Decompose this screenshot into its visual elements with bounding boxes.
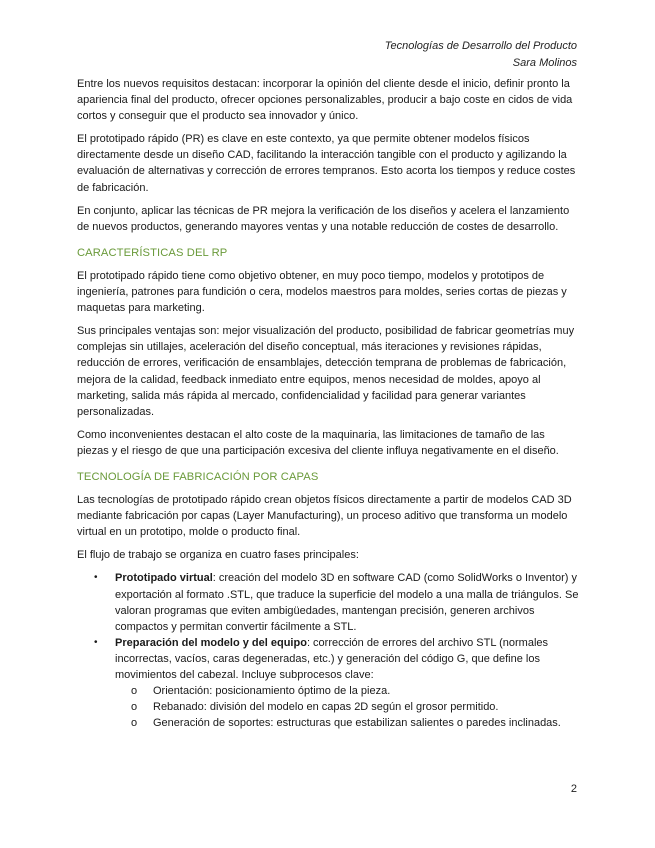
subprocess-list <box>115 683 579 731</box>
subitem-text: Generación de soportes: estructuras que estabilizan salientes o paredes inclinadas. <box>153 717 561 730</box>
subitem-text: Rebanado: división del modelo en capas 2D según el grosor permitido. <box>153 701 499 714</box>
phases-list <box>77 570 579 731</box>
list-item <box>131 715 579 731</box>
bullet-term: Prototipado virtual <box>115 572 213 585</box>
page-header <box>385 38 577 72</box>
section2-paragraph-2: El flujo de trabajo se organiza en cuatro fases principales: <box>77 549 359 562</box>
header-author: Sara Molinos <box>512 57 577 69</box>
circle-bullet-icon: o <box>131 701 138 714</box>
page-number: 2 <box>570 783 577 795</box>
bullet-icon: • <box>94 572 98 584</box>
bullet-text: : corrección de errores del archivo STL (normales incorrectas, vacíos, caras degeneradas, etc.) y generación del código G, que define los movimientos del cabezal. Incluye subprocesos clave: <box>115 636 549 681</box>
list-item <box>131 699 579 715</box>
circle-bullet-icon: o <box>131 717 138 730</box>
header-title: Tecnologías de Desarrollo del Producto <box>384 40 577 52</box>
section-heading-fabricacion: TECNOLOGÍA DE FABRICACIÓN POR CAPAS <box>77 470 319 483</box>
list-item <box>94 570 579 634</box>
list-item <box>94 635 579 732</box>
section1-paragraph-2: Sus principales ventajas son: mejor visualización del producto, posibilidad de fabricar geometrías muy complejas sin utillajes, aceleración del diseño conceptual, más iteraciones y revisiones rápidas, reducción de errores, verificación de ensamblajes, detección temprana de problemas de fabricación, mejora de la calidad, feedback inmediato entre equipos, menos necesidad de moldes, apoyo al marketing, salida más rápida al mercado, confidencialidad y facilidad para generar variantes personalizadas. <box>77 325 575 418</box>
document-body <box>77 76 579 731</box>
bullet-text: : creación del modelo 3D en software CAD (como SolidWorks o Inventor) y exportación al formato .STL, que traduce la superficie del modelo a una malla de triángulos. Se valoran programas que eviten ambigüedades, mantengan precisión, generen archivos compactos y permitan convertir fácilmente a STL. <box>115 572 579 633</box>
section2-paragraph-1: Las tecnologías de prototipado rápido crean objetos físicos directamente a partir de modelos CAD 3D mediante fabricación por capas (Layer Manufacturing), un proceso aditivo que transforma un modelo virtual en un prototipo, molde o producto final. <box>77 494 572 539</box>
circle-bullet-icon: o <box>131 685 138 698</box>
section1-paragraph-1: El prototipado rápido tiene como objetivo obtener, en muy poco tiempo, modelos y prototipos de ingeniería, patrones para fundición o cera, modelos maestros para moldes, series cortas de piezas y maquetas para marketing. <box>77 269 567 315</box>
bullet-term: Preparación del modelo y del equipo <box>115 636 307 649</box>
intro-paragraph-1: Entre los nuevos requisitos destacan: incorporar la opinión del cliente desde el inicio, definir pronto la apariencia final del producto, ofrecer opciones personalizables, producir a bajo coste en cidos de vida cortos y conseguir que el producto sea innovador y único. <box>77 78 573 123</box>
intro-paragraph-3: En conjunto, aplicar las técnicas de PR mejora la verificación de los diseños y acelera el lanzamiento de nuevos productos, generando mayores ventas y una notable reducción de costes de desarrollo. <box>77 204 570 233</box>
section1-paragraph-3: Como inconvenientes destacan el alto coste de la maquinaria, las limitaciones de tamaño de las piezas y el riesgo de que una participación excesiva del cliente influya negativamente en el diseño. <box>77 428 559 457</box>
subitem-text: Orientación: posicionamiento óptimo de la pieza. <box>153 685 391 698</box>
list-item <box>131 683 579 699</box>
section-heading-caracteristicas: CARACTERÍSTICAS DEL RP <box>77 246 228 259</box>
intro-paragraph-2: El prototipado rápido (PR) es clave en este contexto, ya que permite obtener modelos físicos directamente desde un diseño CAD, facilitando la interacción tangible con el producto y agilizando la evaluación de alternativas y corrección de errores tempranos. Esto acorta los tiempos y reduce costes de fabricación. <box>77 133 576 194</box>
bullet-icon: • <box>94 636 98 648</box>
